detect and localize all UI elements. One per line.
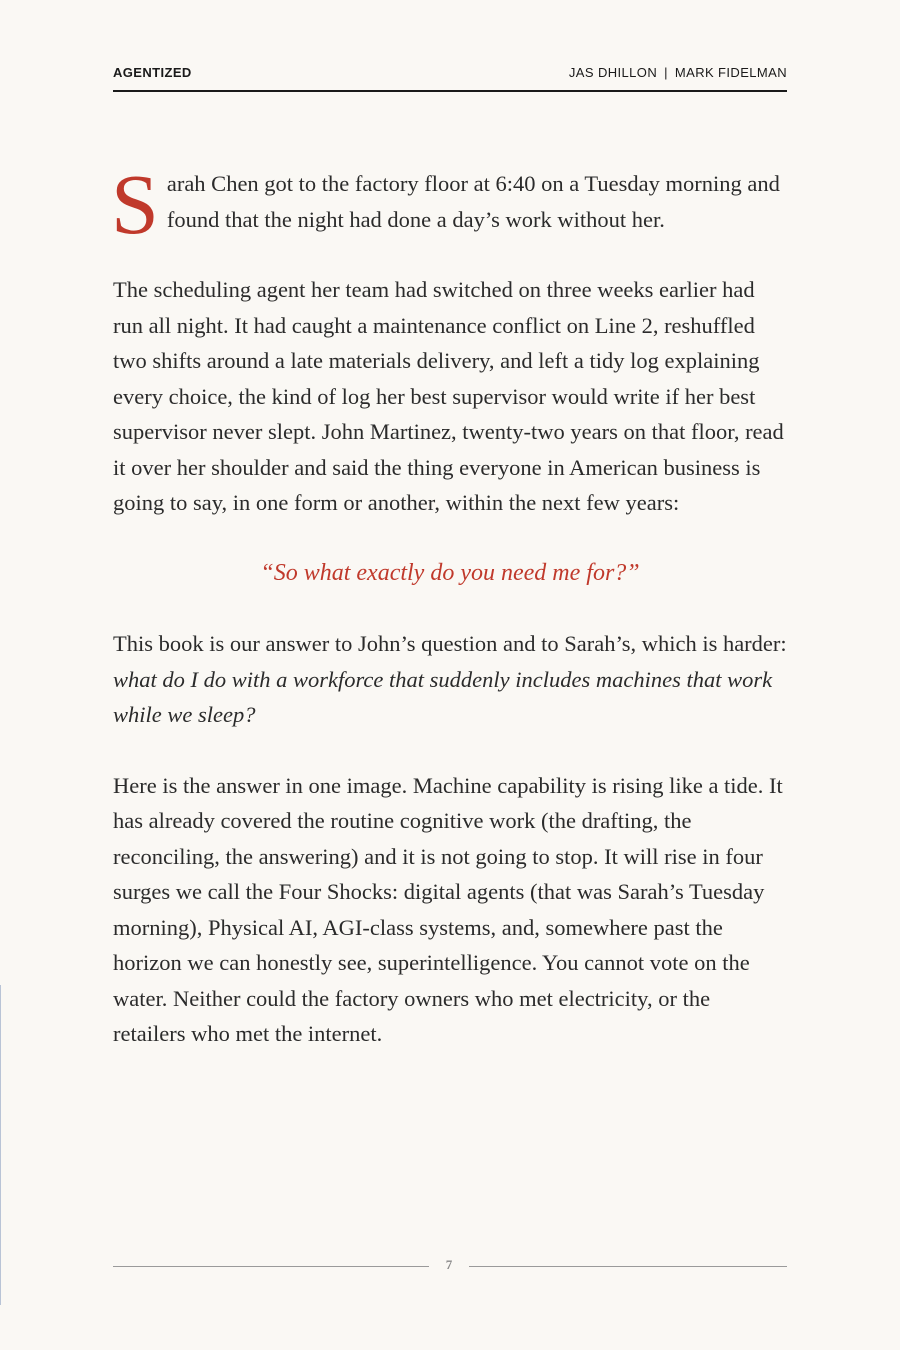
- footer-rule-left: [113, 1266, 429, 1267]
- chapter-body: [111, 156, 787, 1087]
- pull-quote: “So what exactly do you need me for?”: [260, 559, 640, 586]
- page-edge-line: [0, 985, 1, 1305]
- paragraph-scheduling-agent: The scheduling agent her team had switched on three weeks earlier had run all night. It had caught a maintenance conflict on Line 2, reshuffled two shifts around a late materials delivery, and left a tidy log explaining every choice, the kind of log her best supervisor would write if her best supervisor never slept. John Martinez, twenty-two years on that floor, read it over her shoulder and said the thing everyone in American business is going to say, in one form or another, within the next few years:: [113, 277, 784, 515]
- paragraph-book-answer: [113, 626, 787, 733]
- drop-cap: S: [111, 156, 159, 252]
- page-number: 7: [445, 1257, 453, 1272]
- book-title: AGENTIZED: [113, 65, 192, 80]
- author-separator: |: [664, 65, 668, 80]
- paragraph-book-answer-text: This book is our answer to John’s question and to Sarah’s, which is harder:: [113, 631, 787, 656]
- book-page: [113, 0, 787, 1350]
- authors: [569, 65, 787, 80]
- author-2: MARK FIDELMAN: [674, 65, 787, 80]
- page-footer: [113, 1257, 787, 1277]
- opening-paragraph: [111, 156, 787, 252]
- footer-rule-right: [469, 1266, 787, 1267]
- author-1: JAS DHILLON: [568, 65, 658, 80]
- paragraph-four-shocks: Here is the answer in one image. Machine capability is rising like a tide. It has already covered the routine cognitive work (the drafting, the reconciling, the answering) and it is not going to stop. It will rise in four surges we call the Four Shocks: digital agents (that was Sarah’s Tuesday morning), Physical AI, AGI-class systems, and, somewhere past the horizon we can honestly see, superintelligence. You cannot vote on the water. Neither could the factory owners who met electricity, or the retailers who met the internet.: [113, 772, 783, 1046]
- opening-paragraph-text: arah Chen got to the factory floor at 6:40 on a Tuesday morning and found that the night had done a day’s work without her.: [166, 171, 780, 232]
- paragraph-book-answer-italic: what do I do with a workforce that suddenly includes machines that work while we sleep?: [113, 666, 773, 727]
- running-header: [113, 64, 787, 92]
